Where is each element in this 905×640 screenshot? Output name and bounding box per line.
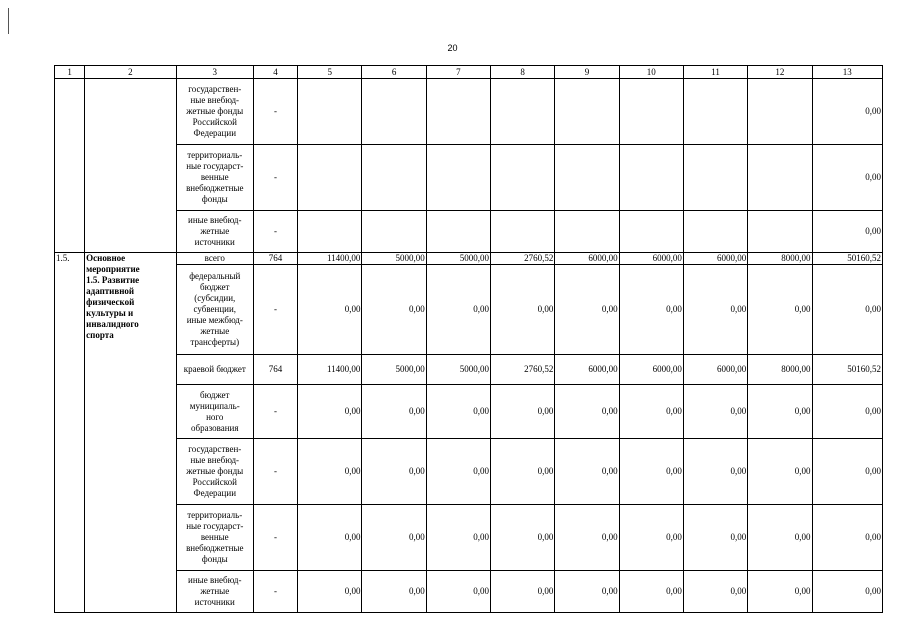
value-cell: 0,00 xyxy=(298,439,362,505)
value-cell: 0,00 xyxy=(683,439,747,505)
value-cell xyxy=(555,145,619,211)
code-cell: - xyxy=(253,145,297,211)
value-cell xyxy=(426,145,490,211)
value-cell: 0,00 xyxy=(362,505,426,571)
value-cell: 0,00 xyxy=(298,385,362,439)
value-cell: 2760,52 xyxy=(491,253,555,265)
total-cell: 0,00 xyxy=(812,265,882,355)
value-cell: 0,00 xyxy=(555,265,619,355)
value-cell: 0,00 xyxy=(298,571,362,613)
value-cell: 0,00 xyxy=(683,385,747,439)
value-cell: 6000,00 xyxy=(619,355,683,385)
value-cell xyxy=(619,211,683,253)
funding-source: иные внебюд- жетные источники xyxy=(176,571,253,613)
value-cell xyxy=(362,79,426,145)
code-cell: - xyxy=(253,571,297,613)
column-header: 5 xyxy=(298,66,362,79)
code-cell: 764 xyxy=(253,253,297,265)
value-cell: 6000,00 xyxy=(555,355,619,385)
value-cell: 6000,00 xyxy=(619,253,683,265)
value-cell: 0,00 xyxy=(619,439,683,505)
budget-table xyxy=(54,65,883,613)
value-cell: 0,00 xyxy=(362,571,426,613)
code-cell: - xyxy=(253,79,297,145)
column-header: 11 xyxy=(683,66,747,79)
table-row xyxy=(55,505,883,571)
value-cell: 5000,00 xyxy=(426,355,490,385)
funding-source: государствен- ные внебюд- жетные фонды Российской Федерации xyxy=(176,79,253,145)
value-cell xyxy=(748,211,812,253)
value-cell: 0,00 xyxy=(748,505,812,571)
total-cell: 0,00 xyxy=(812,385,882,439)
value-cell xyxy=(555,79,619,145)
value-cell xyxy=(555,211,619,253)
value-cell xyxy=(619,79,683,145)
funding-source: территориаль- ные государст- венные внебюджетные фонды xyxy=(176,145,253,211)
value-cell: 0,00 xyxy=(491,385,555,439)
value-cell: 0,00 xyxy=(748,265,812,355)
value-cell xyxy=(683,79,747,145)
funding-source: иные внебюд- жетные источники xyxy=(176,211,253,253)
value-cell: 5000,00 xyxy=(426,253,490,265)
value-cell: 0,00 xyxy=(619,385,683,439)
value-cell: 11400,00 xyxy=(298,253,362,265)
funding-source: бюджет муниципаль- ного образования xyxy=(176,385,253,439)
value-cell: 8000,00 xyxy=(748,253,812,265)
column-header: 13 xyxy=(812,66,882,79)
column-header: 3 xyxy=(176,66,253,79)
event-name-cell xyxy=(85,79,176,253)
scan-edge-mark xyxy=(8,8,9,34)
table-row xyxy=(55,211,883,253)
total-cell: 0,00 xyxy=(812,79,882,145)
value-cell xyxy=(683,211,747,253)
value-cell: 0,00 xyxy=(298,505,362,571)
total-cell: 0,00 xyxy=(812,571,882,613)
column-header: 10 xyxy=(619,66,683,79)
value-cell xyxy=(491,79,555,145)
code-cell: - xyxy=(253,211,297,253)
value-cell: 0,00 xyxy=(555,385,619,439)
column-header: 2 xyxy=(85,66,176,79)
value-cell: 0,00 xyxy=(298,265,362,355)
value-cell xyxy=(362,211,426,253)
value-cell: 8000,00 xyxy=(748,355,812,385)
value-cell: 0,00 xyxy=(491,505,555,571)
value-cell: 5000,00 xyxy=(362,253,426,265)
column-header: 9 xyxy=(555,66,619,79)
column-header: 6 xyxy=(362,66,426,79)
table-row xyxy=(55,265,883,355)
value-cell xyxy=(362,145,426,211)
total-cell: 0,00 xyxy=(812,505,882,571)
value-cell xyxy=(491,145,555,211)
value-cell: 0,00 xyxy=(426,505,490,571)
table-row xyxy=(55,145,883,211)
column-number-header xyxy=(55,66,883,79)
value-cell xyxy=(298,79,362,145)
column-header: 12 xyxy=(748,66,812,79)
column-header: 8 xyxy=(491,66,555,79)
value-cell: 0,00 xyxy=(491,439,555,505)
page-number: 20 xyxy=(447,43,458,53)
column-header: 7 xyxy=(426,66,490,79)
value-cell: 0,00 xyxy=(619,571,683,613)
value-cell: 0,00 xyxy=(362,439,426,505)
row-number-cell xyxy=(55,79,85,253)
code-cell: - xyxy=(253,505,297,571)
value-cell: 0,00 xyxy=(426,571,490,613)
funding-source: территориаль- ные государст- венные внебюджетные фонды xyxy=(176,505,253,571)
value-cell: 0,00 xyxy=(683,571,747,613)
value-cell: 2760,52 xyxy=(491,355,555,385)
value-cell: 0,00 xyxy=(555,505,619,571)
value-cell xyxy=(748,145,812,211)
table-row xyxy=(55,79,883,145)
table-row-total xyxy=(55,253,883,265)
value-cell xyxy=(426,79,490,145)
code-cell: - xyxy=(253,385,297,439)
value-cell: 0,00 xyxy=(683,505,747,571)
table-row xyxy=(55,571,883,613)
value-cell: 0,00 xyxy=(491,571,555,613)
value-cell: 0,00 xyxy=(555,439,619,505)
value-cell: 0,00 xyxy=(748,385,812,439)
event-name: Основное мероприятие 1.5. Развитие адаптивной физической культуры и инвалидного спорта xyxy=(85,253,176,613)
row-number: 1.5. xyxy=(55,253,85,613)
column-header: 1 xyxy=(55,66,85,79)
value-cell: 0,00 xyxy=(619,505,683,571)
value-cell: 11400,00 xyxy=(298,355,362,385)
code-cell: - xyxy=(253,265,297,355)
value-cell: 0,00 xyxy=(426,439,490,505)
value-cell xyxy=(683,145,747,211)
value-cell: 6000,00 xyxy=(683,355,747,385)
value-cell: 5000,00 xyxy=(362,355,426,385)
value-cell: 0,00 xyxy=(683,265,747,355)
value-cell xyxy=(491,211,555,253)
code-cell: - xyxy=(253,439,297,505)
funding-source: федеральный бюджет (субсидии, субвенции, иные межбюд- жетные трансферты) xyxy=(176,265,253,355)
funding-source: краевой бюджет xyxy=(176,355,253,385)
total-cell: 0,00 xyxy=(812,211,882,253)
column-header: 4 xyxy=(253,66,297,79)
value-cell: 0,00 xyxy=(362,385,426,439)
value-cell: 0,00 xyxy=(748,571,812,613)
code-cell: 764 xyxy=(253,355,297,385)
funding-source: государствен- ные внебюд- жетные фонды Российской Федерации xyxy=(176,439,253,505)
funding-source: всего xyxy=(176,253,253,265)
total-cell: 0,00 xyxy=(812,145,882,211)
total-cell: 50160,52 xyxy=(812,355,882,385)
total-cell: 50160,52 xyxy=(812,253,882,265)
table-row xyxy=(55,439,883,505)
value-cell: 0,00 xyxy=(619,265,683,355)
total-cell: 0,00 xyxy=(812,439,882,505)
value-cell: 0,00 xyxy=(748,439,812,505)
value-cell: 0,00 xyxy=(362,265,426,355)
value-cell: 0,00 xyxy=(491,265,555,355)
value-cell: 0,00 xyxy=(426,385,490,439)
value-cell xyxy=(619,145,683,211)
value-cell xyxy=(298,145,362,211)
value-cell: 0,00 xyxy=(426,265,490,355)
table-row xyxy=(55,385,883,439)
value-cell xyxy=(748,79,812,145)
value-cell xyxy=(298,211,362,253)
table-row xyxy=(55,355,883,385)
value-cell: 6000,00 xyxy=(683,253,747,265)
value-cell: 6000,00 xyxy=(555,253,619,265)
value-cell xyxy=(426,211,490,253)
value-cell: 0,00 xyxy=(555,571,619,613)
